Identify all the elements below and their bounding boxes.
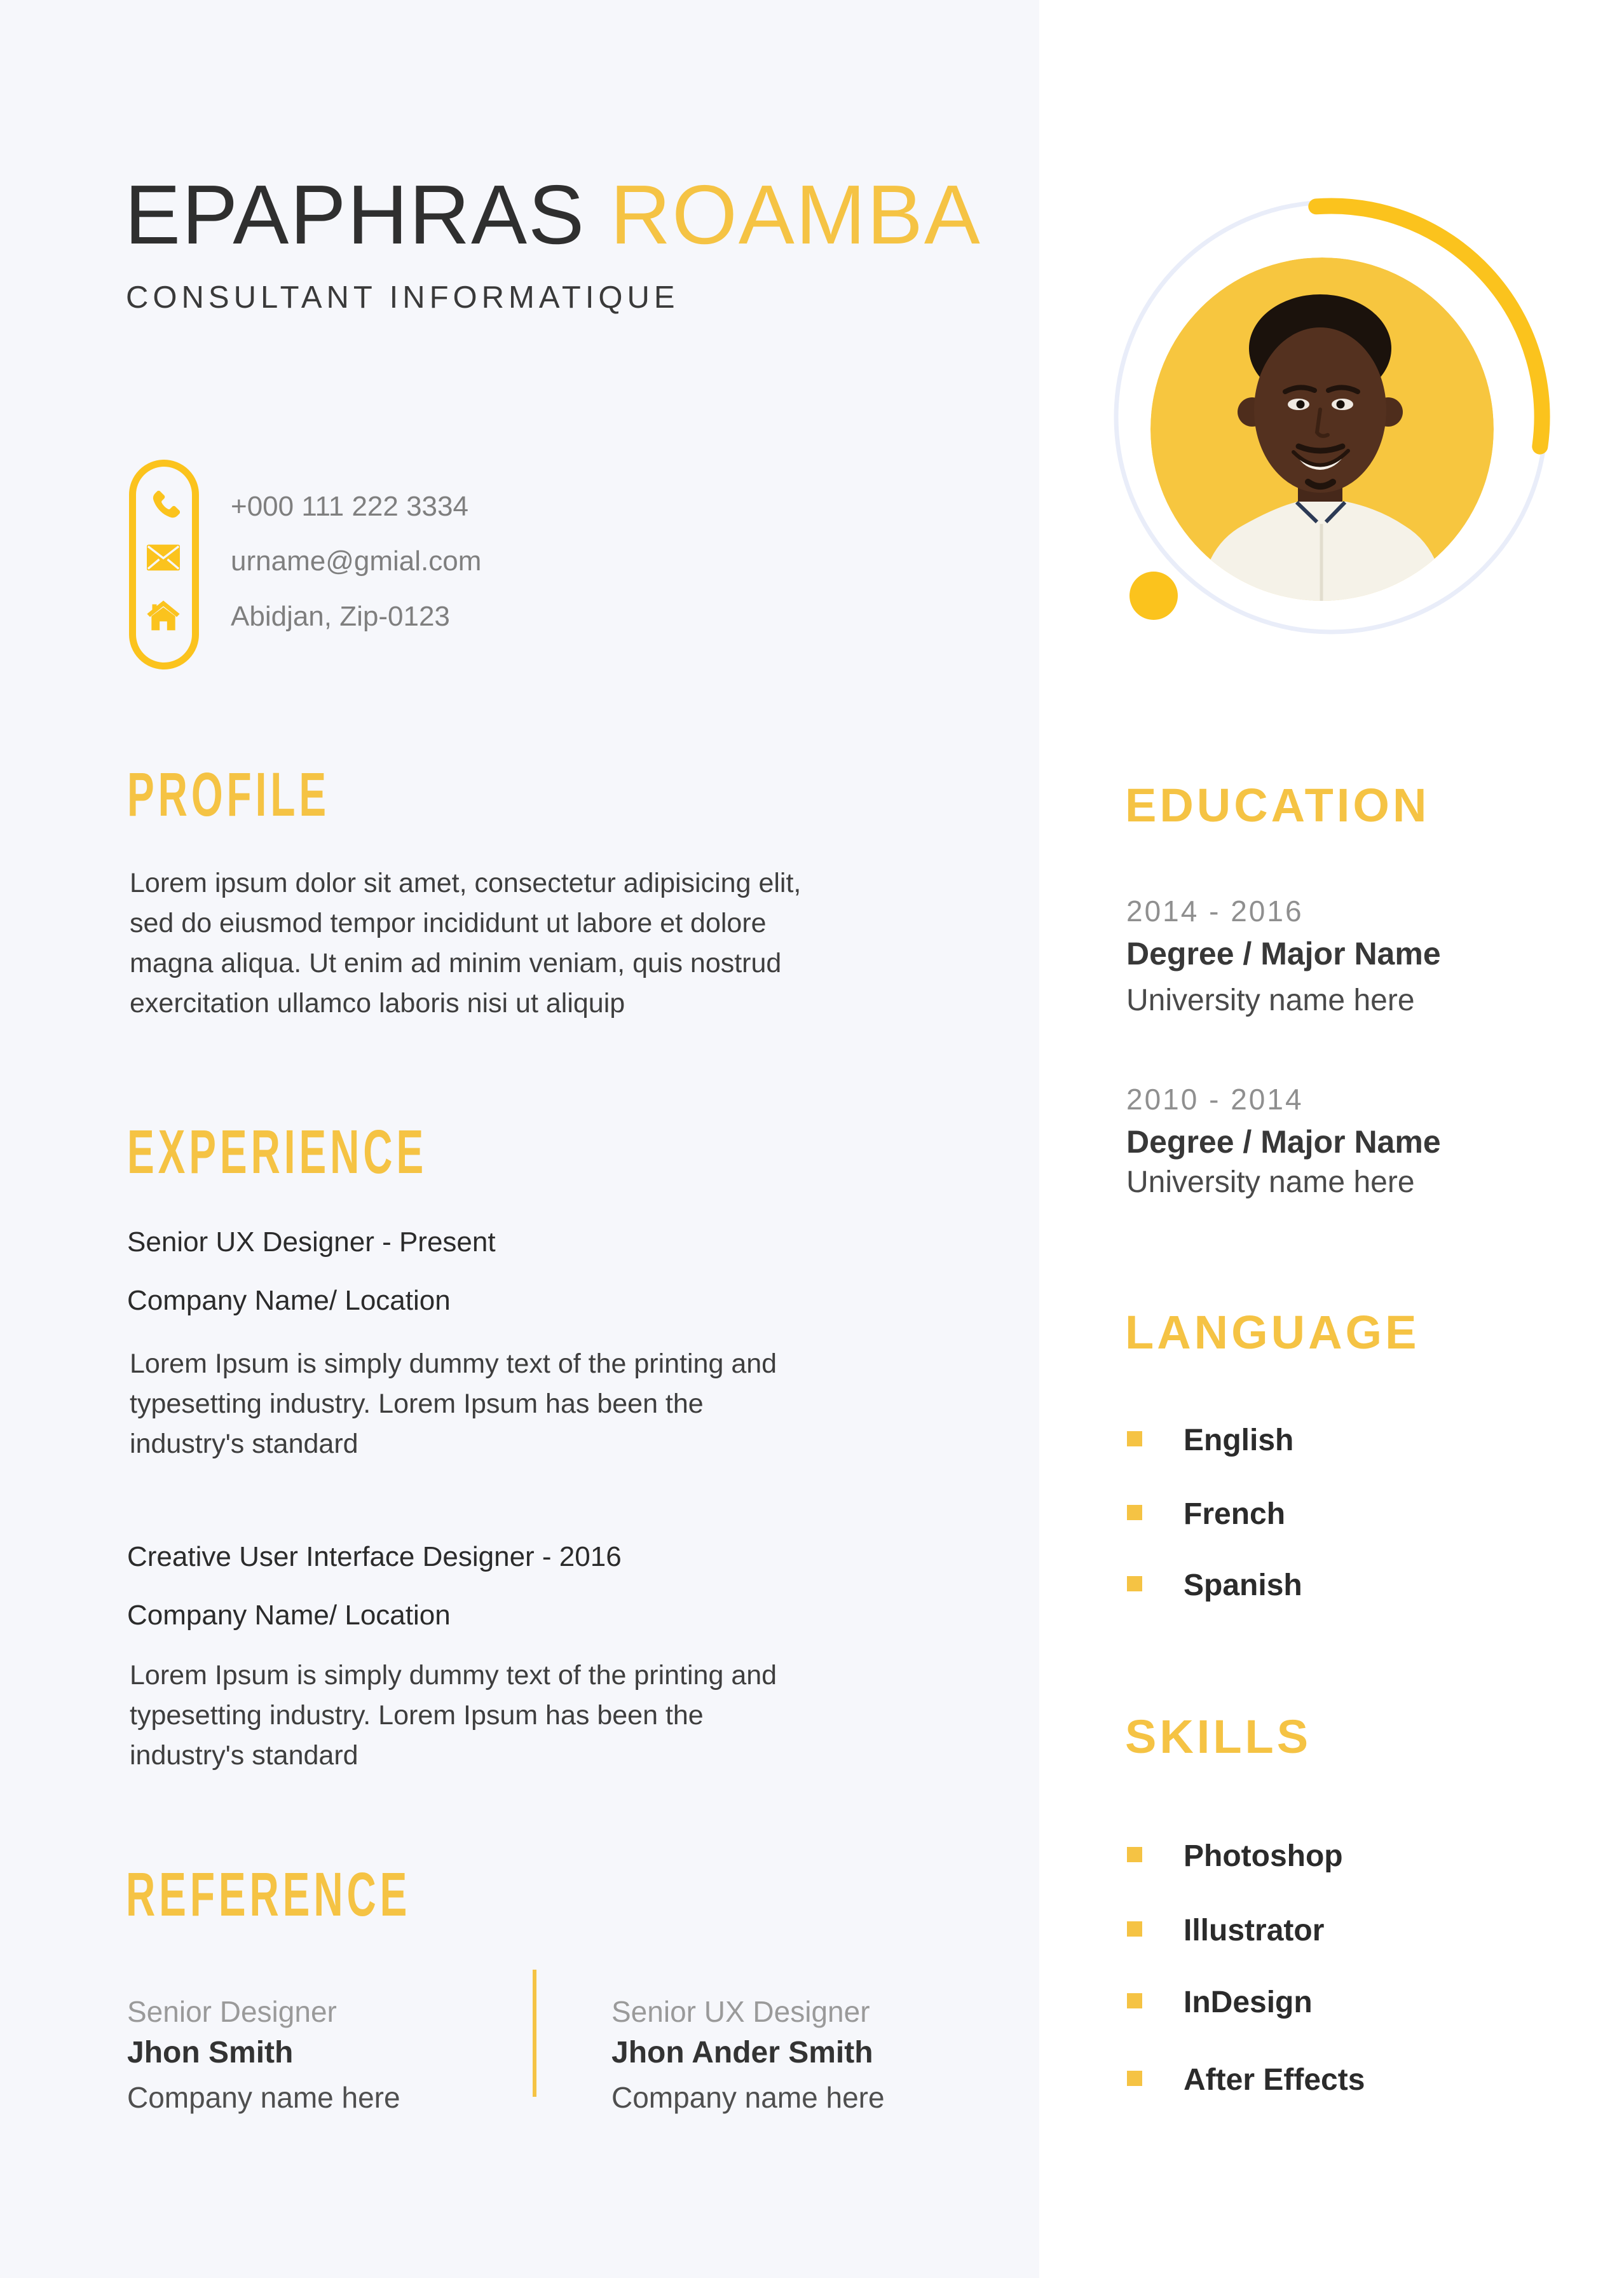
job-company-1: Company Name/ Location bbox=[127, 1285, 451, 1316]
language-heading: LANGUAGE bbox=[1125, 1306, 1420, 1359]
bullet-square-icon bbox=[1127, 1921, 1142, 1937]
skill-item-photoshop: Photoshop bbox=[1184, 1839, 1343, 1873]
skills-heading: SKILLS bbox=[1125, 1710, 1312, 1763]
reference-company-2: Company name here bbox=[611, 2081, 885, 2114]
education-school-1: University name here bbox=[1126, 984, 1415, 1017]
education-heading: EDUCATION bbox=[1125, 779, 1430, 832]
job-description-line: Lorem Ipsum is simply dummy text of the printing and bbox=[130, 1348, 777, 1379]
phone-icon bbox=[147, 489, 180, 522]
education-school-2: University name here bbox=[1126, 1165, 1415, 1199]
education-years-2: 2010 - 2014 bbox=[1126, 1083, 1304, 1116]
job-description-1 bbox=[130, 1344, 777, 1464]
skill-item-after-effects: After Effects bbox=[1184, 2063, 1365, 2097]
reference-name-2: Jhon Ander Smith bbox=[611, 2036, 873, 2069]
education-degree-2: Degree / Major Name bbox=[1126, 1124, 1441, 1160]
contact-email: urname@gmial.com bbox=[231, 545, 482, 577]
experience-heading: EXPERIENCE bbox=[127, 1117, 428, 1186]
profile-text bbox=[130, 863, 801, 1024]
photo-dot bbox=[1129, 572, 1178, 620]
mail-icon bbox=[147, 544, 180, 577]
reference-role-1: Senior Designer bbox=[127, 1995, 337, 2028]
job-title-1: Senior UX Designer - Present bbox=[127, 1226, 496, 1258]
reference-name-1: Jhon Smith bbox=[127, 2036, 294, 2069]
bullet-square-icon bbox=[1127, 1576, 1142, 1591]
education-degree-1: Degree / Major Name bbox=[1126, 936, 1441, 971]
job-description-line: Lorem Ipsum is simply dummy text of the printing and bbox=[130, 1660, 777, 1691]
job-description-line: typesetting industry. Lorem Ipsum has been the bbox=[130, 1700, 704, 1731]
reference-company-1: Company name here bbox=[127, 2081, 400, 2114]
job-company-2: Company Name/ Location bbox=[127, 1600, 451, 1631]
job-description-line: industry's standard bbox=[130, 1429, 358, 1459]
bullet-square-icon bbox=[1127, 2071, 1142, 2086]
skill-item-indesign: InDesign bbox=[1184, 1986, 1313, 2019]
education-years-1: 2014 - 2016 bbox=[1126, 895, 1304, 928]
bullet-square-icon bbox=[1127, 1505, 1142, 1520]
first-name: EPAPHRAS bbox=[125, 168, 586, 261]
profile-line: magna aliqua. Ut enim ad minim veniam, quis nostrud bbox=[130, 948, 782, 978]
profile-photo bbox=[1106, 191, 1557, 642]
portrait-image bbox=[1150, 257, 1494, 610]
bullet-square-icon bbox=[1127, 1431, 1142, 1446]
reference-heading: REFERENCE bbox=[126, 1860, 411, 1929]
last-name: ROAMBA bbox=[610, 168, 981, 261]
home-icon bbox=[146, 599, 179, 632]
job-title-2: Creative User Interface Designer - 2016 bbox=[127, 1541, 622, 1572]
profile-line: Lorem ipsum dolor sit amet, consectetur adipisicing elit, bbox=[130, 868, 802, 898]
job-description-2 bbox=[130, 1656, 777, 1776]
profile-line: exercitation ullamco laboris nisi ut aliquip bbox=[130, 988, 625, 1019]
profile-heading: PROFILE bbox=[127, 760, 331, 829]
reference-role-2: Senior UX Designer bbox=[611, 1995, 870, 2028]
reference-divider bbox=[533, 1970, 536, 2097]
person-name bbox=[125, 168, 981, 261]
language-item-french: French bbox=[1184, 1497, 1286, 1531]
skill-item-illustrator: Illustrator bbox=[1184, 1914, 1325, 1947]
job-title: CONSULTANT INFORMATIQUE bbox=[126, 280, 679, 315]
job-description-line: industry's standard bbox=[130, 1740, 358, 1771]
language-item-spanish: Spanish bbox=[1184, 1568, 1302, 1602]
bullet-square-icon bbox=[1127, 1847, 1142, 1862]
job-description-line: typesetting industry. Lorem Ipsum has been the bbox=[130, 1389, 704, 1419]
contact-phone: +000 111 222 3334 bbox=[231, 491, 468, 522]
bullet-square-icon bbox=[1127, 1993, 1142, 2008]
profile-line: sed do eiusmod tempor incididunt ut labore et dolore bbox=[130, 908, 767, 938]
language-item-english: English bbox=[1184, 1424, 1294, 1457]
contact-address: Abidjan, Zip-0123 bbox=[231, 601, 450, 632]
